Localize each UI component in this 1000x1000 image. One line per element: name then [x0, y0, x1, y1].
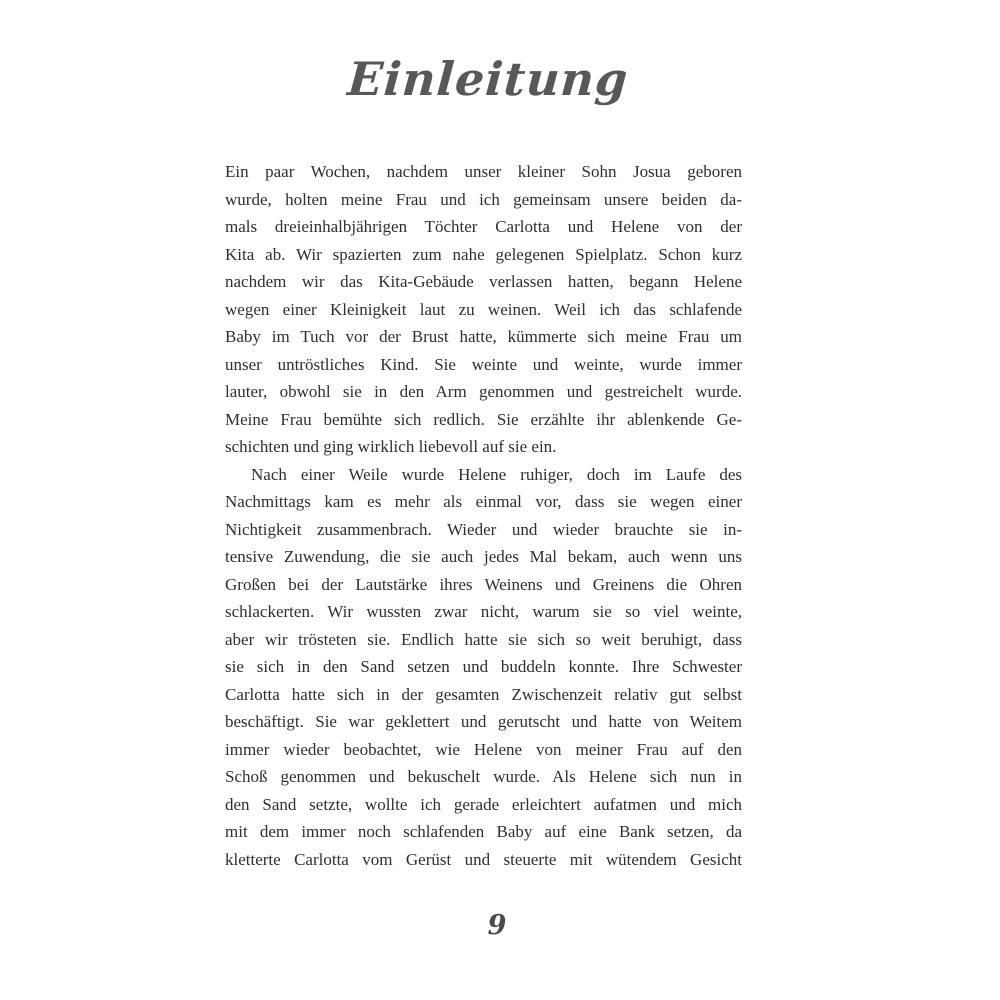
text-line: Meine Frau bemühte sich redlich. Sie erzählte ihr ablenkende Ge- — [225, 409, 742, 429]
text-line: schlackerten. Wir wussten zwar nicht, warum sie so viel weinte, — [225, 602, 742, 621]
text-line: Großen bei der Lautstärke ihres Weinens und Greinens die Ohren — [225, 574, 742, 594]
text-line: Schoß genommen und bekuschelt wurde. Als Helene sich nun in — [225, 767, 742, 786]
text-line: mals dreieinhalbjährigen Töchter Carlotta und Helene von der — [225, 217, 742, 236]
text-line: wegen einer Kleinigkeit laut zu weinen. Weil ich das schlafende — [225, 299, 742, 319]
text-line: Nichtigkeit zusammenbrach. Wieder und wieder brauchte sie in- — [225, 519, 742, 539]
page-number: 9 — [487, 910, 507, 941]
text-line: Carlotta hatte sich in der gesamten Zwischenzeit relativ gut selbst — [225, 684, 742, 704]
text-line: nachdem wir das Kita-Gebäude verlassen hatten, begann Helene — [225, 272, 742, 291]
paragraph — [225, 158, 742, 461]
text-line: den Sand setzte, wollte ich gerade erleichtert aufatmen und mich — [225, 794, 742, 814]
text-line: mit dem immer noch schlafenden Baby auf eine Bank setzen, da — [225, 822, 742, 841]
text-line: lauter, obwohl sie in den Arm genommen und gestreichelt wurde. — [225, 382, 742, 401]
text-line: Nachmittags kam es mehr als einmal vor, dass sie wegen einer — [225, 492, 742, 511]
text-line: kletterte Carlotta vom Gerüst und steuerte mit wütendem Gesicht — [225, 849, 742, 869]
text-line: unser untröstliches Kind. Sie weinte und weinte, wurde immer — [225, 354, 742, 374]
text-line: aber wir trösteten sie. Endlich hatte sie sich so weit beruhigt, dass — [225, 629, 742, 649]
text-line: Kita ab. Wir spazierten zum nahe gelegenen Spielplatz. Schon kurz — [225, 244, 742, 264]
body-text — [225, 158, 742, 873]
paragraph — [225, 461, 742, 874]
text-line: Ein paar Wochen, nachdem unser kleiner Sohn Josua geboren — [225, 162, 742, 181]
text-line: tensive Zuwendung, die sie auch jedes Mal bekam, auch wenn uns — [225, 547, 742, 566]
text-line: immer wieder beobachtet, wie Helene von meiner Frau auf den — [225, 739, 742, 759]
text-line: schichten und ging wirklich liebevoll auf sie ein. — [225, 437, 557, 456]
text-line: wurde, holten meine Frau und ich gemeinsam unsere beiden da- — [225, 189, 742, 209]
chapter-heading: Einleitung — [345, 52, 631, 106]
text-line: beschäftigt. Sie war geklettert und gerutscht und hatte von Weitem — [225, 712, 742, 731]
text-line: Baby im Tuch vor der Brust hatte, kümmerte sich meine Frau um — [225, 327, 742, 346]
text-line: Nach einer Weile wurde Helene ruhiger, doch im Laufe des — [251, 464, 742, 484]
text-line: sie sich in den Sand setzen und buddeln konnte. Ihre Schwester — [225, 657, 742, 676]
